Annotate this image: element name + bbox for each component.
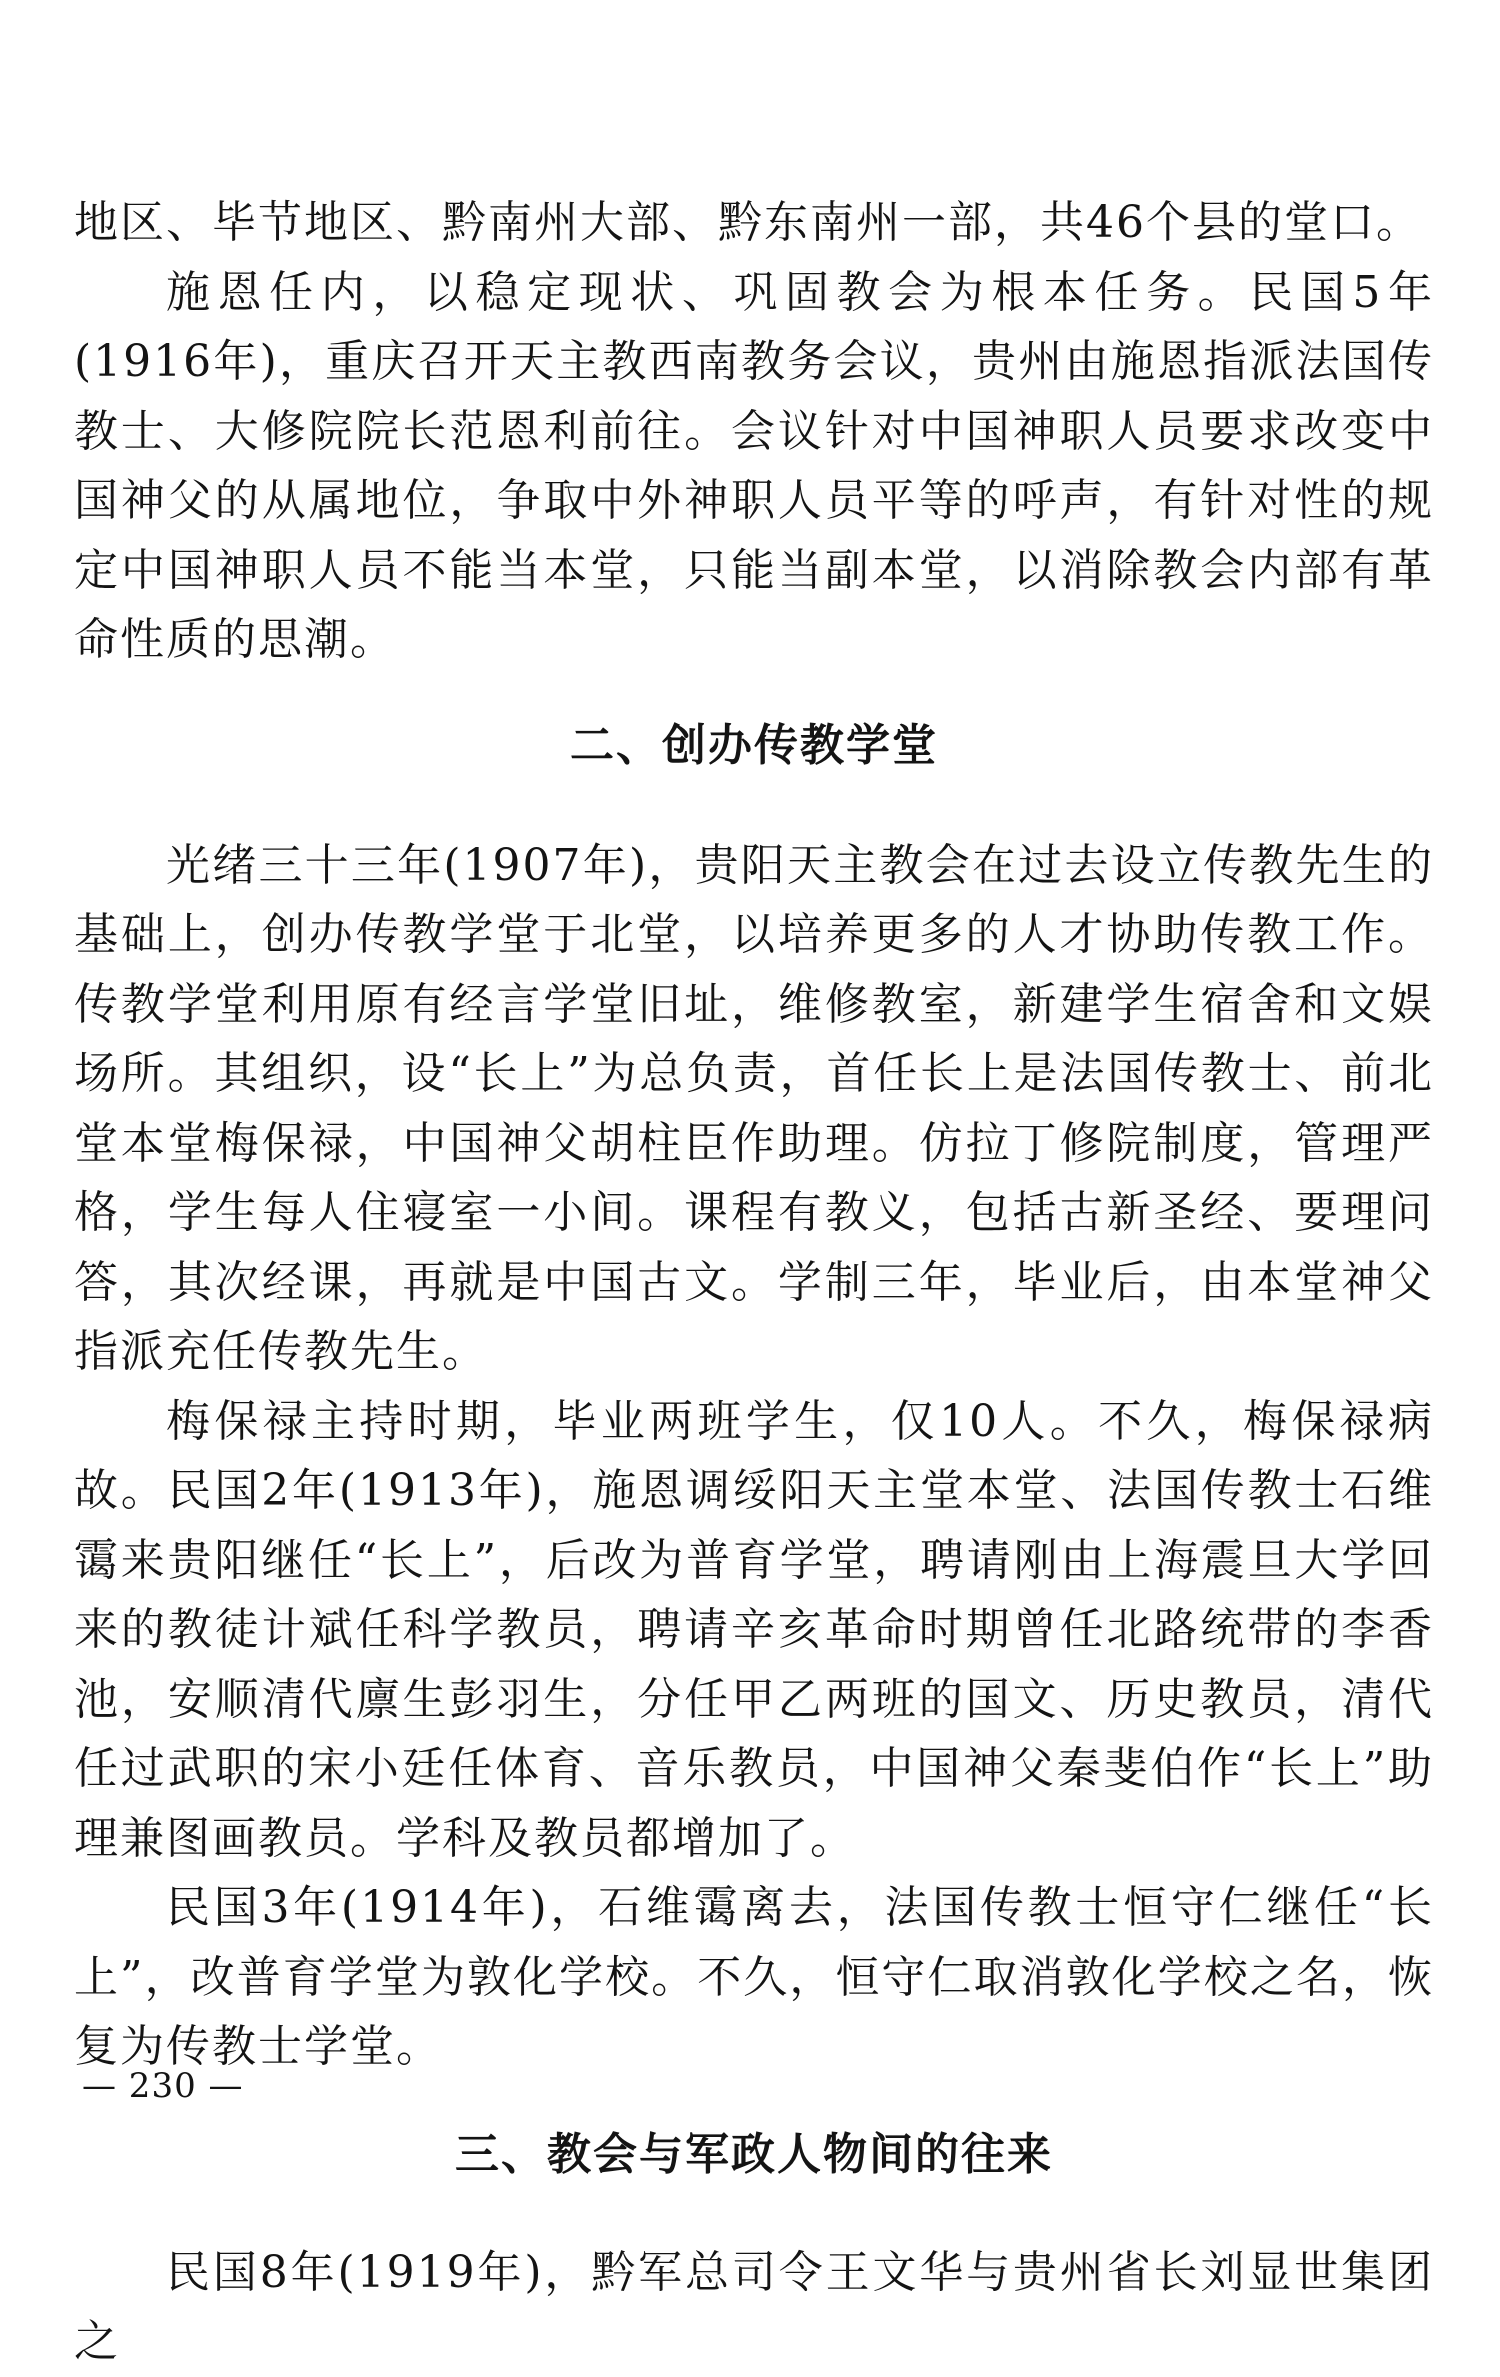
paragraph-shi-en-tenure: 施恩任内，以稳定现状、巩固教会为根本任务。民国5年(1916年)，重庆召开天主教西南教务会议，贵州由施恩指派法国传教士、大修院院长范恩利前往。会议针对中国神职人员要求改变中国神父的从属地位，争取中外神职人员平等的呼声，有针对性的规定中国神职人员不能当本堂，只能当副本堂，以消除教会内部有革命性质的思潮。 [74,266,1434,665]
section-heading-3: 三、教会与军政人物间的往来 [455,2128,1053,2180]
paragraph-dunhua-school: 民国3年(1914年)，石维霭离去，法国传教士恒守仁继任“长上”，改普育学堂为敦化学校。不久，恒守仁取消敦化学校之名，恢复为传教士学堂。 [74,1882,1434,2072]
paragraph-mission-school-founding: 光绪三十三年(1907年)，贵阳天主教会在过去设立传教先生的基础上，创办传教学堂于北堂，以培养更多的人才协助传教工作。传教学堂利用原有经言学堂旧址，维修教室，新建学生宿舍和文娱场所。其组织，设“长上”为总负责，首任长上是法国传教士、前北堂本堂梅保禄，中国神父胡柱臣作助理。仿拉丁修院制度，管理严格，学生每人住寝室一小间。课程有教义，包括古新圣经、要理问答，其次经课，再就是中国古文。学制三年，毕业后，由本堂神父指派充任传教先生。 [74,839,1434,1377]
section-heading-2: 二、创办传教学堂 [570,719,938,771]
page-number: — 230 — [82,2066,244,2106]
page-body [74,188,1434,2377]
paragraph-mei-baolu-period: 梅保禄主持时期，毕业两班学生，仅10人。不久，梅保禄病故。民国2年(1913年)，施恩调绥阳天主堂本堂、法国传教士石维霭来贵阳继任“长上”，后改为普育学堂，聘请刚由上海震旦大学回来的教徒计斌任科学教员，聘请辛亥革命时期曾任北路统带的李香池，安顺清代廪生彭羽生，分任甲乙两班的国文、历史教员，清代任过武职的宋小廷任体育、音乐教员，中国神父秦斐伯作“长上”助理兼图画教员。学科及教员都增加了。 [74,1395,1434,1864]
paragraph-continuation: 地区、毕节地区、黔南州大部、黔东南州一部，共46个县的堂口。 [74,197,1422,248]
paragraph-1919-events: 民国8年(1919年)，黔军总司令王文华与贵州省长刘显世集团之 [74,2246,1434,2367]
